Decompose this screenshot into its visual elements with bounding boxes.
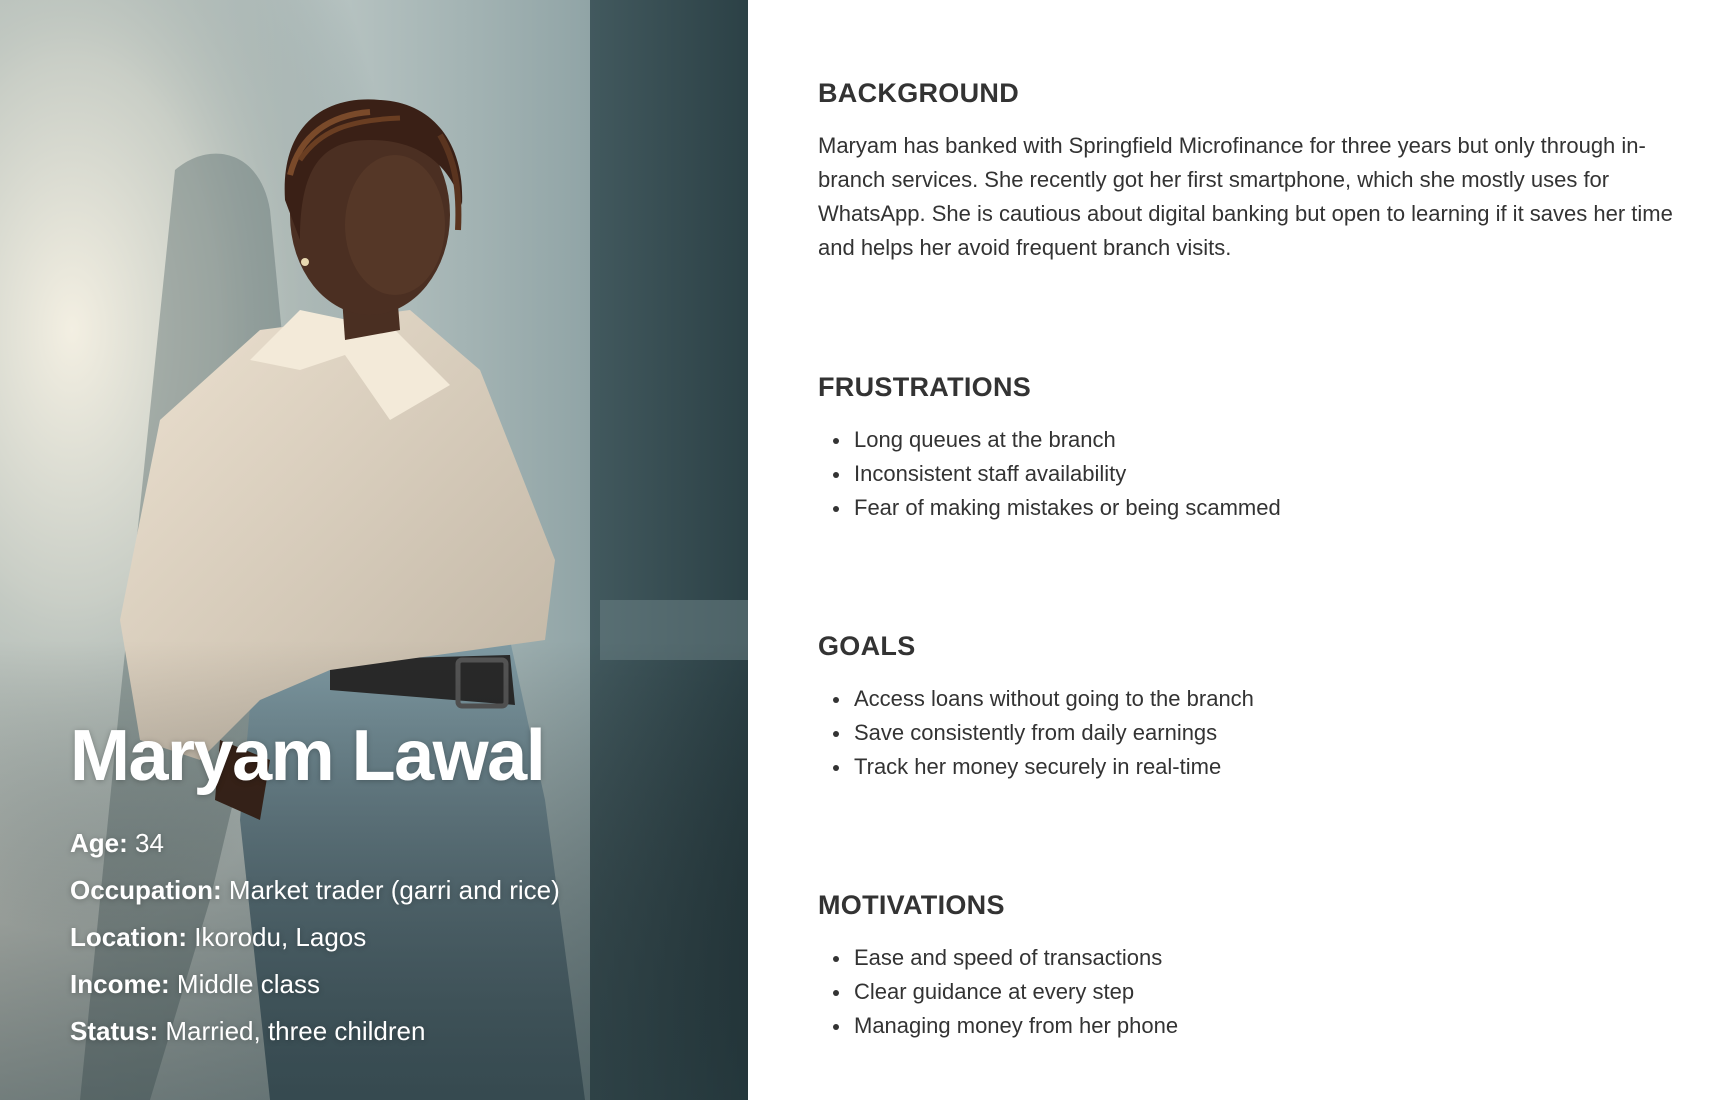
attr-location (70, 914, 560, 961)
attr-income (70, 961, 560, 1008)
attr-age (70, 820, 560, 867)
persona-content (748, 0, 1720, 1100)
persona-name: Maryam Lawal (70, 716, 545, 796)
attr-location-label: Location: (70, 922, 187, 952)
attr-occupation-label: Occupation: (70, 875, 222, 905)
persona-details (70, 716, 560, 1055)
list-item: Track her money securely in real-time (854, 750, 1698, 784)
section-goals-heading: GOALS (818, 631, 916, 661)
motivations-list (818, 941, 1698, 1043)
section-background (818, 78, 1698, 265)
section-goals (818, 631, 1698, 784)
list-item: Long queues at the branch (854, 423, 1698, 457)
attr-age-label: Age: (70, 828, 128, 858)
list-item: Access loans without going to the branch (854, 682, 1698, 716)
list-item: Fear of making mistakes or being scammed (854, 491, 1698, 525)
attr-income-label: Income: (70, 969, 170, 999)
section-motivations (818, 890, 1698, 1043)
attr-age-value: 34 (135, 828, 164, 858)
attr-occupation (70, 867, 560, 914)
list-item: Inconsistent staff availability (854, 457, 1698, 491)
list-item: Managing money from her phone (854, 1009, 1698, 1043)
section-background-text: Maryam has banked with Springfield Microfinance for three years but only through in-branch services. She recently got her first smartphone, which she mostly uses for WhatsApp. She is cautious about digital banking but open to learning if it saves her time and helps her avoid frequent branch visits. (818, 133, 1673, 260)
goals-list (818, 682, 1698, 784)
section-background-heading: BACKGROUND (818, 78, 1019, 108)
attr-status-label: Status: (70, 1016, 159, 1046)
list-item: Ease and speed of transactions (854, 941, 1698, 975)
attr-occupation-value: Market trader (garri and rice) (228, 875, 560, 905)
attr-location-value: Ikorodu, Lagos (194, 922, 367, 952)
persona-photo-panel (0, 0, 748, 1100)
attr-status (70, 1008, 560, 1055)
section-motivations-heading: MOTIVATIONS (818, 890, 1005, 920)
frustrations-list (818, 423, 1698, 525)
list-item: Clear guidance at every step (854, 975, 1698, 1009)
list-item: Save consistently from daily earnings (854, 716, 1698, 750)
section-frustrations-heading: FRUSTRATIONS (818, 372, 1032, 402)
attr-income-value: Middle class (176, 969, 320, 999)
attr-status-value: Married, three children (165, 1016, 426, 1046)
section-frustrations (818, 372, 1698, 525)
